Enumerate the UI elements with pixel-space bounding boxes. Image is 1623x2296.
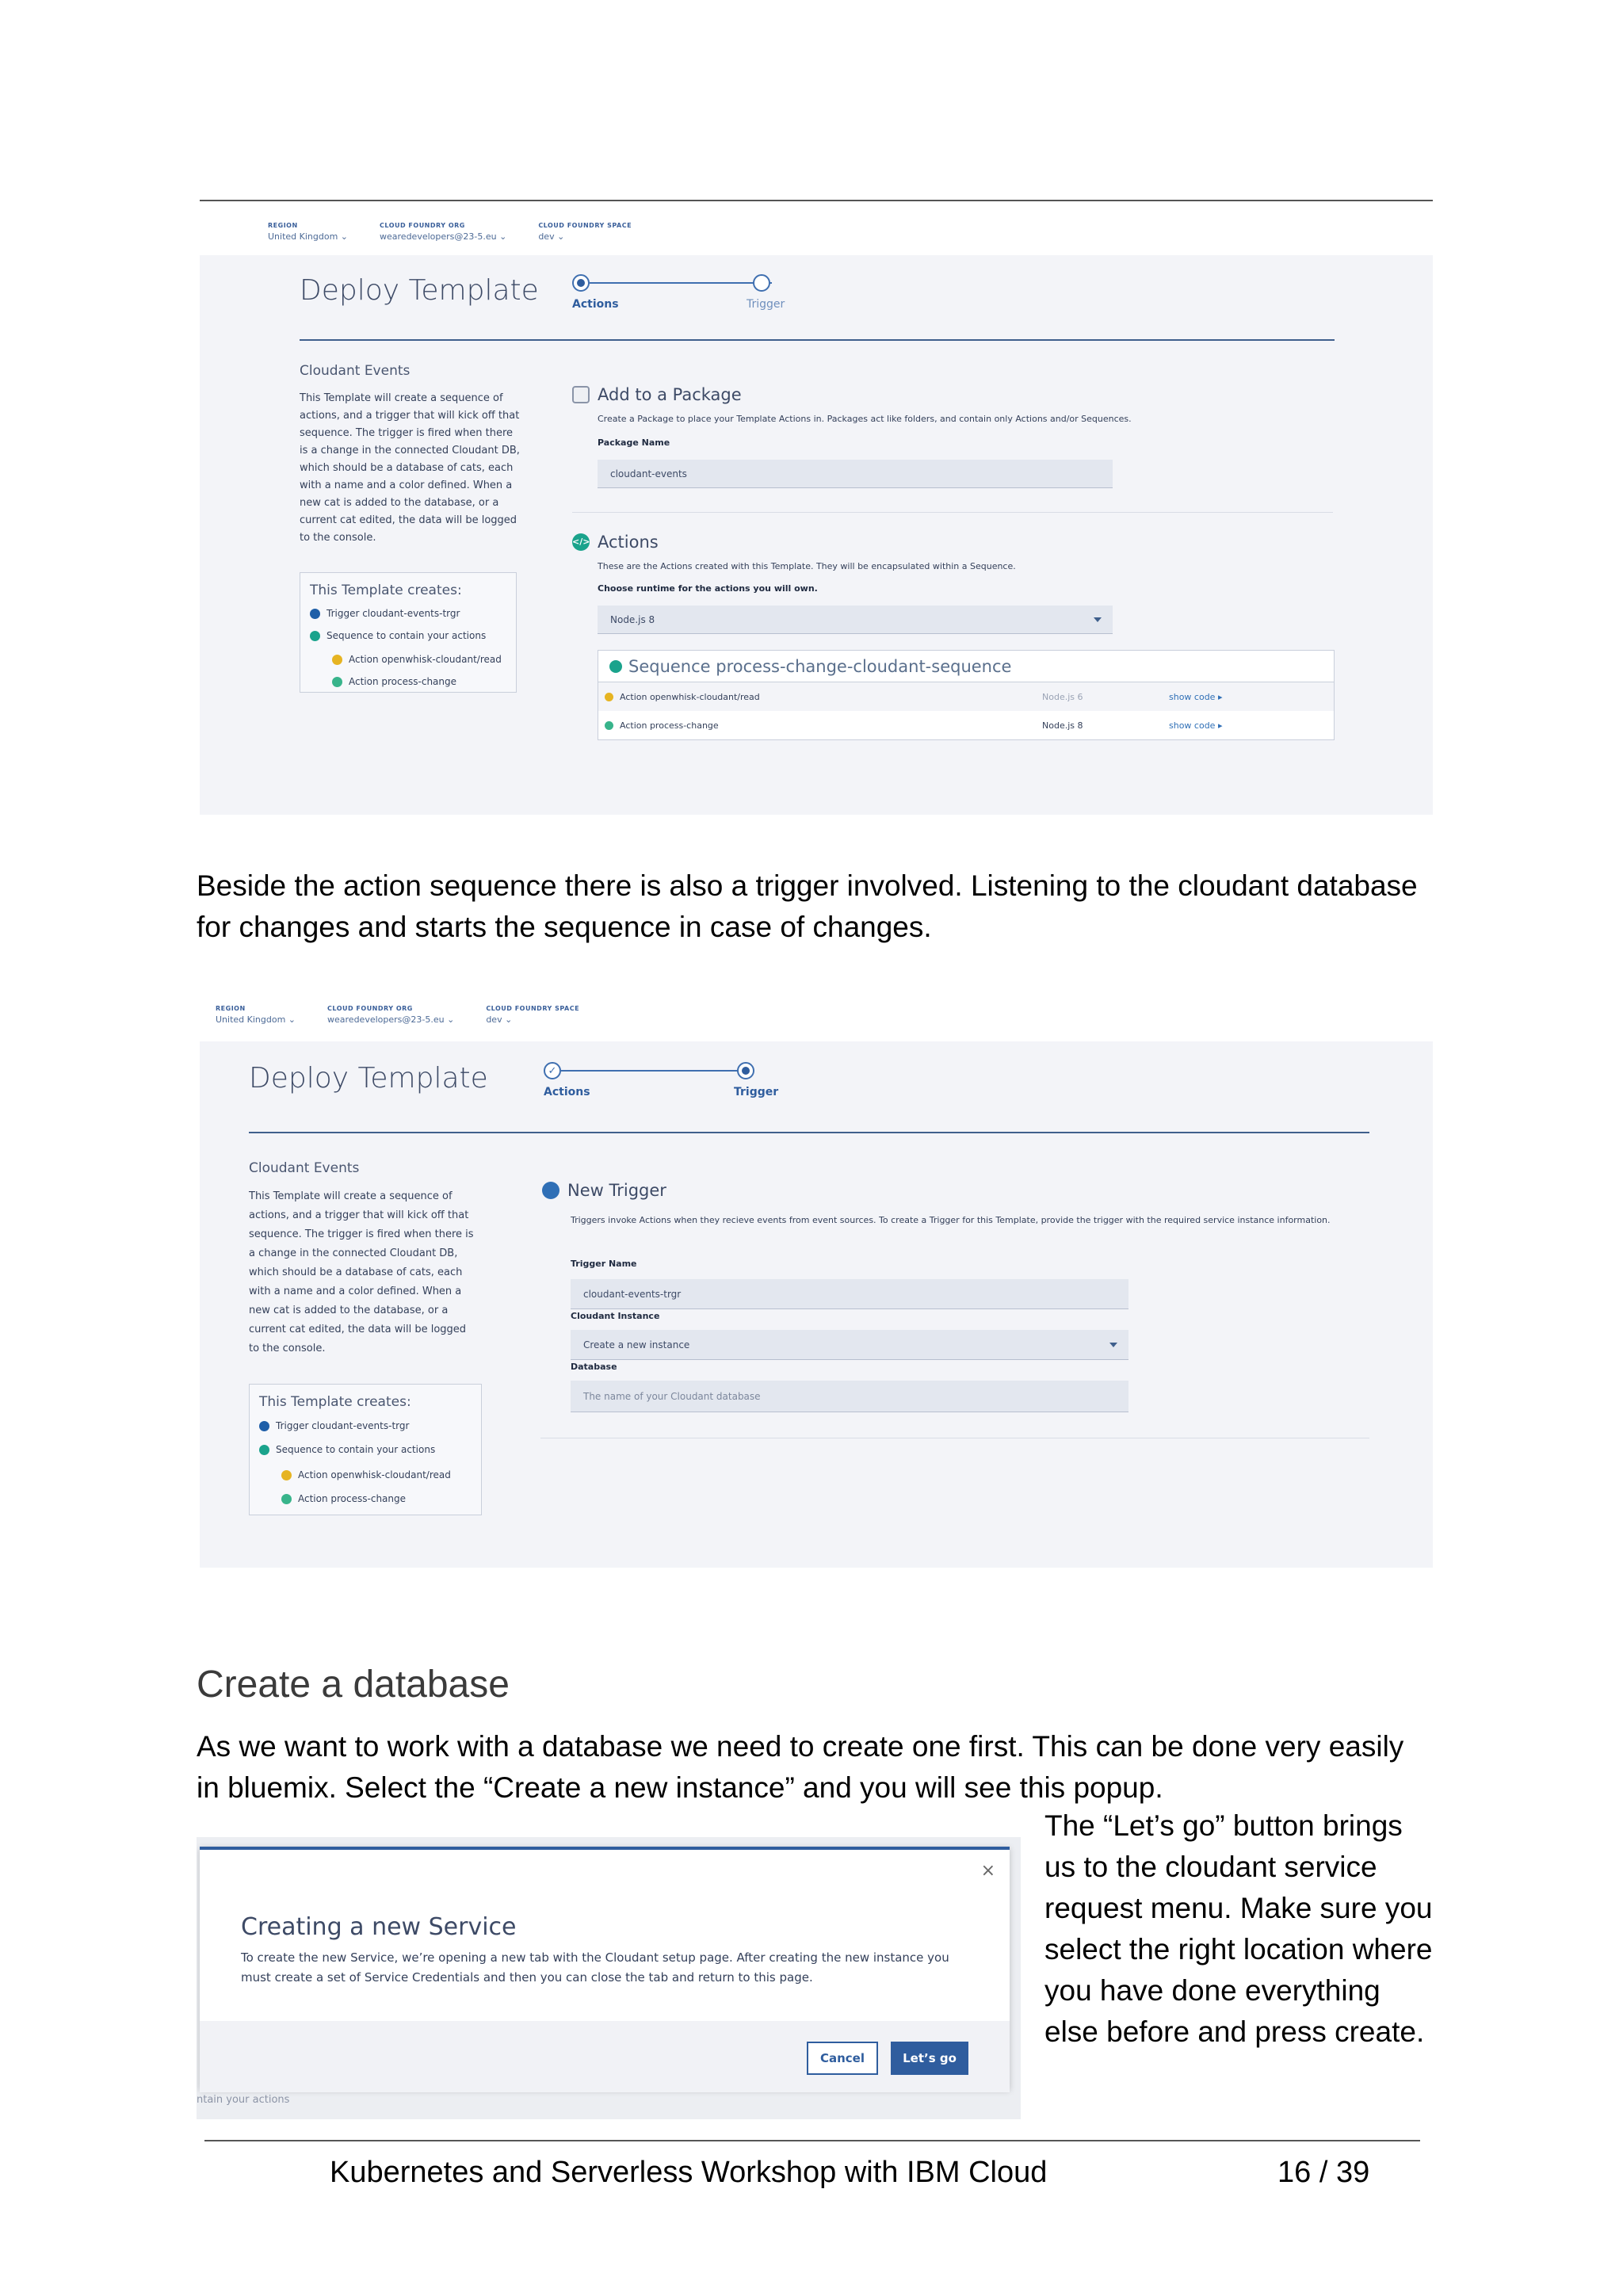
sequence-box xyxy=(598,650,1335,740)
runtime-label: Choose runtime for the actions you will own. xyxy=(598,583,818,594)
section-heading: Create a database xyxy=(197,1664,510,1706)
creates-title: This Template creates: xyxy=(310,583,462,598)
creates-action-process xyxy=(310,671,506,692)
creates-trigger xyxy=(259,1415,472,1437)
creates-sequence xyxy=(259,1437,472,1462)
chevron-down-icon xyxy=(1094,617,1102,622)
paragraph-trigger: Beside the action sequence there is also a trigger involved. Listening to the cloudant database for changes and starts the sequence in case of changes. xyxy=(197,869,1418,943)
space-selector[interactable] xyxy=(486,1005,579,1025)
space-label: CLOUD FOUNDRY SPACE xyxy=(538,222,632,229)
trigger-icon xyxy=(542,1182,559,1199)
creates-action-process-label: Action process-change xyxy=(349,676,457,687)
table-row xyxy=(598,682,1334,711)
footer-title: Kubernetes and Serverless Workshop with IBM Cloud xyxy=(330,2156,1048,2189)
shot1-panel xyxy=(200,255,1433,815)
template-heading: Cloudant Events xyxy=(300,363,411,379)
sequence-title: Sequence process-change-cloudant-sequence xyxy=(628,656,1012,676)
action-icon xyxy=(332,677,342,687)
sequence-icon xyxy=(310,631,320,641)
template-info xyxy=(300,363,521,547)
space-label: CLOUD FOUNDRY SPACE xyxy=(486,1005,580,1012)
runtime-select[interactable] xyxy=(598,606,1113,634)
creates-trigger-label: Trigger cloudant-events-trgr xyxy=(327,608,460,619)
cloud-topbar xyxy=(216,1005,579,1025)
database-label: Database xyxy=(571,1362,617,1372)
sequence-icon xyxy=(259,1445,269,1455)
paragraph-database: As we want to work with a database we need to create one first. This can be done very easily in bluemix. Select the “Create a new instance” and you will see this popup. xyxy=(197,1730,1404,1804)
creates-action-read-label: Action openwhisk-cloudant/read xyxy=(349,654,502,665)
step-trigger-label[interactable]: Trigger xyxy=(734,1086,779,1098)
package-desc: Create a Package to place your Template Actions in. Packages act like folders, and contain only Actions and/or Sequences. xyxy=(598,414,1132,424)
package-title: Add to a Package xyxy=(598,385,742,404)
database-input[interactable]: The name of your Cloudant database xyxy=(571,1381,1128,1412)
page-number: 16 / 39 xyxy=(1277,2156,1370,2189)
step-trigger-node[interactable] xyxy=(737,1062,754,1079)
trigger-name-input[interactable]: cloudant-events-trgr xyxy=(571,1279,1128,1309)
cloud-topbar xyxy=(268,222,632,242)
template-creates-box xyxy=(300,572,517,693)
creates-trigger-label: Trigger cloudant-events-trgr xyxy=(276,1420,410,1431)
top-rule xyxy=(200,200,1433,201)
section-divider xyxy=(572,512,1333,513)
creating-service-dialog xyxy=(200,1847,1010,2089)
step-actions-label[interactable]: Actions xyxy=(544,1086,590,1098)
actions-desc: These are the Actions created with this Template. They will be encapsulated within a Sequence. xyxy=(598,561,1016,571)
step-line xyxy=(590,282,772,284)
show-code-link[interactable]: show code ▸ xyxy=(1169,691,1223,702)
space-selector[interactable] xyxy=(538,222,632,242)
runtime-select-value: Node.js 8 xyxy=(610,613,655,625)
show-code-link[interactable]: show code ▸ xyxy=(1169,720,1223,731)
shot2-panel xyxy=(200,1041,1433,1568)
screenshot-new-service-modal xyxy=(197,1837,1021,2119)
creates-action-process xyxy=(259,1488,472,1510)
action-icon xyxy=(605,721,613,730)
creates-trigger xyxy=(310,603,506,624)
region-label: REGION xyxy=(268,222,298,229)
underlay-text: ntain your actions xyxy=(197,2094,290,2106)
creates-action-read-label: Action openwhisk-cloudant/read xyxy=(298,1469,451,1480)
template-description: This Template will create a sequence of actions, and a trigger that will kick off that sequence. The trigger is fired when there is a change in the connected Cloudant DB, which should be a database of cats, each with a name and a color defined. When a new cat is added to the database, or a current cat edited, the data will be logged to the console. xyxy=(300,392,520,544)
org-value: wearedevelopers@23-5.eu ⌄ xyxy=(327,1014,455,1025)
dialog-footer xyxy=(200,2021,1010,2092)
dialog-description: To create the new Service, we’re opening a new tab with the Cloudant setup page. After creating the new instance you must create a set of Service Credentials and then you can close the tab and return to this page. xyxy=(241,1950,949,1985)
cancel-button[interactable]: Cancel xyxy=(807,2042,878,2075)
creates-action-process-label: Action process-change xyxy=(298,1493,407,1504)
cloudant-instance-select[interactable] xyxy=(571,1330,1128,1360)
row-action-name: Action openwhisk-cloudant/read xyxy=(620,691,760,702)
package-icon xyxy=(572,386,590,403)
row-runtime: Node.js 6 xyxy=(1042,691,1083,702)
cloudant-instance-value: Create a new instance xyxy=(583,1339,690,1350)
actions-title: Actions xyxy=(598,533,659,552)
page-title: Deploy Template xyxy=(249,1062,488,1095)
step-line xyxy=(561,1070,747,1072)
package-section-title xyxy=(572,385,742,404)
template-heading: Cloudant Events xyxy=(249,1160,360,1176)
header-separator xyxy=(249,1132,1369,1133)
trigger-section-title xyxy=(542,1181,666,1200)
stepper xyxy=(572,274,802,314)
trigger-title: New Trigger xyxy=(567,1181,666,1200)
row-action-name: Action process-change xyxy=(620,720,719,731)
creates-sequence-label: Sequence to contain your actions xyxy=(276,1444,436,1455)
org-value: wearedevelopers@23-5.eu ⌄ xyxy=(380,231,507,242)
org-label: CLOUD FOUNDRY ORG xyxy=(327,1005,413,1012)
sequence-header xyxy=(598,651,1334,682)
step-actions-label[interactable]: Actions xyxy=(572,298,619,311)
package-name-input[interactable]: cloudant-events xyxy=(598,460,1113,488)
table-row xyxy=(598,711,1334,739)
space-value: dev ⌄ xyxy=(486,1014,513,1025)
close-icon[interactable]: × xyxy=(980,1861,995,1881)
action-icon xyxy=(332,655,342,665)
chevron-down-icon xyxy=(1109,1343,1117,1347)
org-label: CLOUD FOUNDRY ORG xyxy=(380,222,465,229)
trigger-icon xyxy=(310,609,320,619)
template-creates-box xyxy=(249,1384,482,1515)
template-info xyxy=(249,1160,479,1358)
space-value: dev ⌄ xyxy=(538,231,565,242)
creates-sequence-label: Sequence to contain your actions xyxy=(327,630,487,641)
trigger-name-label: Trigger Name xyxy=(571,1259,637,1269)
creates-title: This Template creates: xyxy=(259,1394,411,1410)
action-icon xyxy=(605,693,613,701)
region-selector[interactable] xyxy=(216,1005,296,1025)
step-trigger-node[interactable] xyxy=(753,274,770,292)
region-selector[interactable] xyxy=(268,222,348,242)
check-icon[interactable]: ✓ xyxy=(544,1062,561,1079)
sequence-icon xyxy=(609,660,622,673)
actions-section-title xyxy=(572,533,659,552)
region-label: REGION xyxy=(216,1005,246,1012)
row-runtime: Node.js 8 xyxy=(1042,720,1083,731)
creates-sequence xyxy=(310,624,506,648)
step-actions-node[interactable] xyxy=(572,274,590,292)
stepper xyxy=(544,1062,779,1102)
trigger-desc: Triggers invoke Actions when they recieve events from event sources. To create a Trigger for this Template, provide the trigger with the required service instance information. xyxy=(571,1215,1331,1225)
action-icon xyxy=(281,1470,292,1480)
region-value: United Kingdom ⌄ xyxy=(216,1014,296,1025)
package-name-label: Package Name xyxy=(598,437,670,448)
header-separator xyxy=(300,339,1335,341)
creates-action-read xyxy=(259,1462,472,1488)
footer-rule xyxy=(204,2140,1420,2141)
dialog-title: Creating a new Service xyxy=(241,1913,517,1941)
page-title: Deploy Template xyxy=(300,274,539,307)
trigger-icon xyxy=(259,1421,269,1431)
cloudant-instance-label: Cloudant Instance xyxy=(571,1311,660,1321)
action-icon xyxy=(281,1494,292,1504)
org-selector[interactable] xyxy=(327,1005,454,1025)
org-selector[interactable] xyxy=(380,222,506,242)
code-icon: </> xyxy=(572,533,590,551)
lets-go-button[interactable]: Let’s go xyxy=(891,2042,968,2075)
step-trigger-label[interactable]: Trigger xyxy=(747,298,785,311)
creates-action-read xyxy=(310,648,506,671)
side-paragraph: The “Let’s go” button brings us to the cloudant service request menu. Make sure you select the right location where you have done everything else before and press create. xyxy=(1044,1809,1433,2048)
region-value: United Kingdom ⌄ xyxy=(268,231,349,242)
template-description: This Template will create a sequence of actions, and a trigger that will kick off that sequence. The trigger is fired when there is a change in the connected Cloudant DB, which should be a database of cats, each with a name and a color defined. When a new cat is added to the database, or a current cat edited, the data will be logged to the console. xyxy=(249,1190,474,1354)
